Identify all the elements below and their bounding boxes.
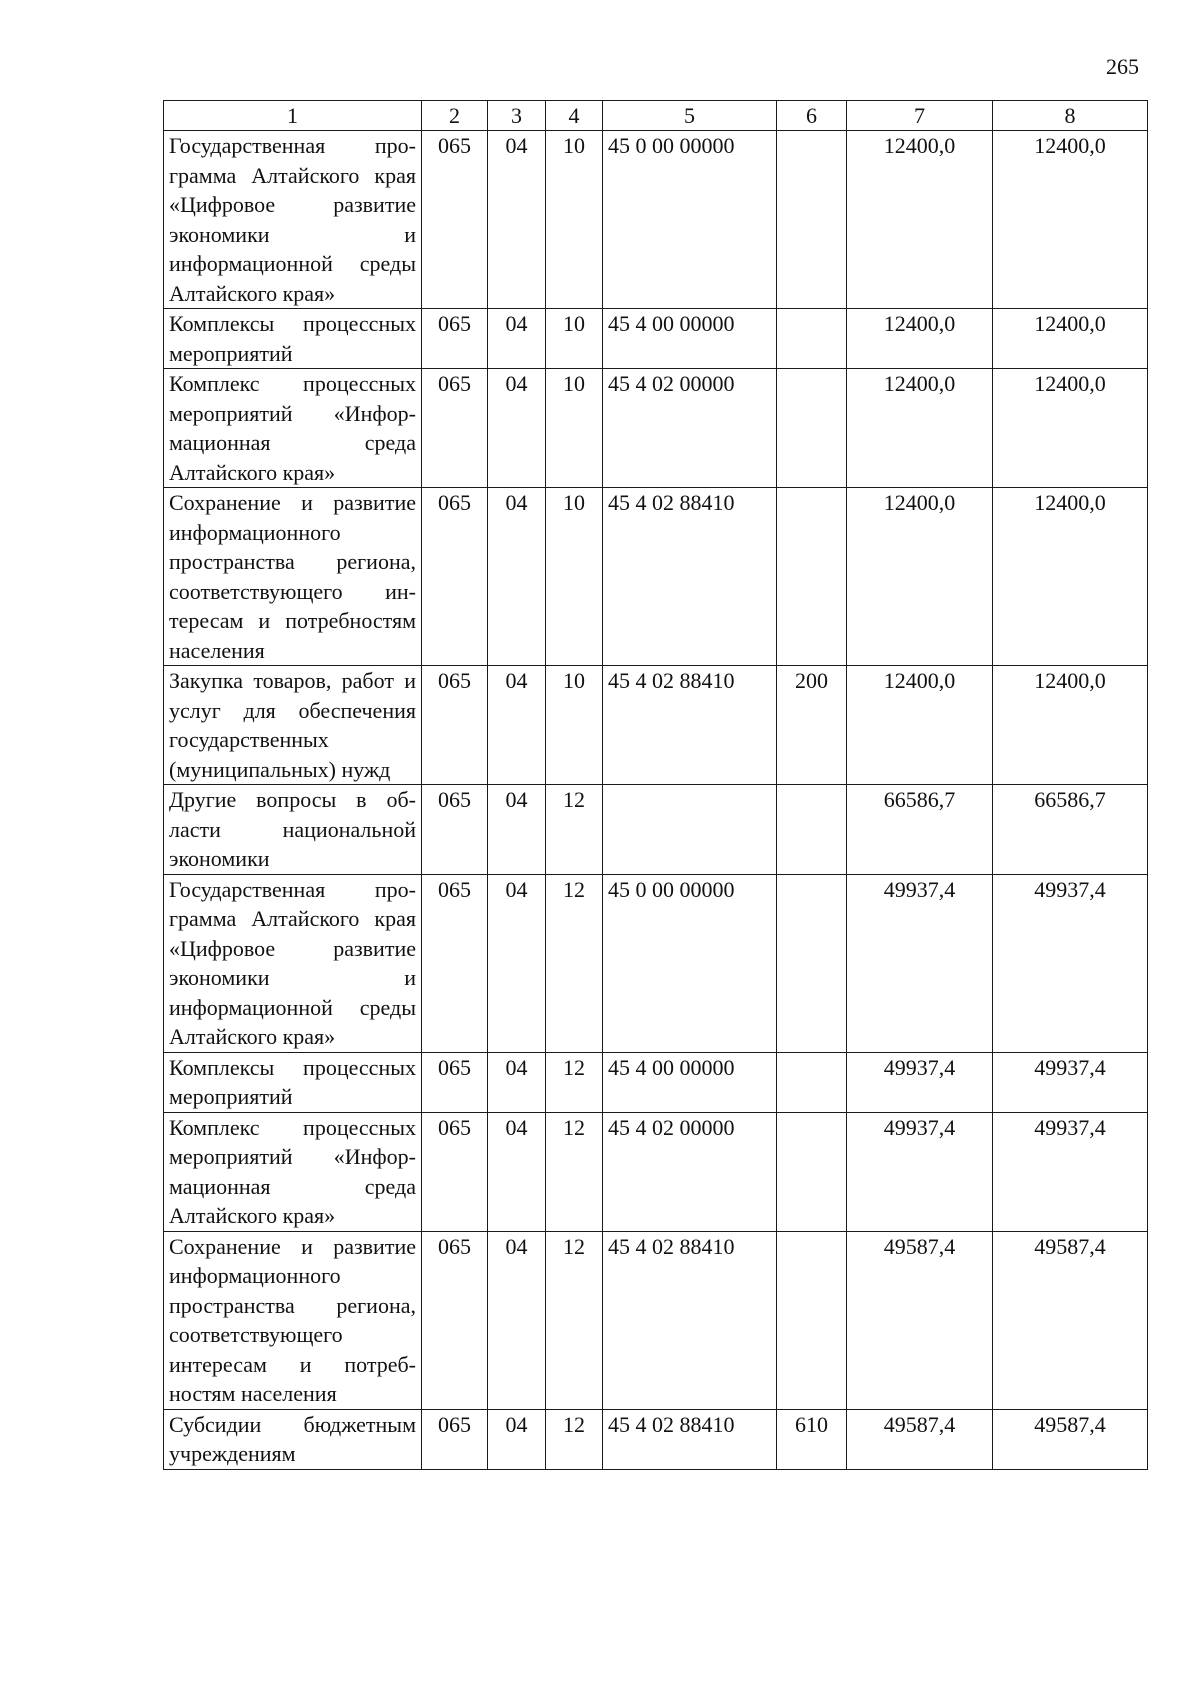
page-number: 265 xyxy=(1106,54,1139,79)
row-sum-cell: 12400,0 xyxy=(993,369,1148,488)
row-sum-cell: 66586,7 xyxy=(847,785,993,875)
row-name-cell: Государственная программа Алтайского края «Цифровое развитие экономики и информационной среды Алтайского края» xyxy=(164,131,422,309)
row-code-cell: 065 xyxy=(422,1409,488,1469)
row-target-article-cell: 45 0 00 00000 xyxy=(603,874,777,1052)
table-row xyxy=(164,666,1148,785)
row-sum-cell: 49937,4 xyxy=(847,1052,993,1112)
row-section-cell: 04 xyxy=(488,1409,546,1469)
row-sum-cell: 49587,4 xyxy=(847,1409,993,1469)
row-expense-type-cell xyxy=(777,874,847,1052)
row-target-article-cell: 45 4 00 00000 xyxy=(603,309,777,369)
table-row xyxy=(164,369,1148,488)
row-code-cell: 065 xyxy=(422,369,488,488)
row-code-cell: 065 xyxy=(422,488,488,666)
row-sum-cell: 49937,4 xyxy=(993,1052,1148,1112)
row-sum-cell: 12400,0 xyxy=(993,488,1148,666)
row-target-article-cell: 45 4 02 00000 xyxy=(603,1112,777,1231)
row-subsection-cell: 10 xyxy=(546,309,603,369)
row-subsection-cell: 10 xyxy=(546,131,603,309)
row-expense-type-cell: 200 xyxy=(777,666,847,785)
row-name-cell: Другие вопросы в области национальной экономики xyxy=(164,785,422,875)
row-subsection-cell: 12 xyxy=(546,1409,603,1469)
header-cell: 1 xyxy=(164,101,422,131)
row-code-cell: 065 xyxy=(422,1231,488,1409)
row-name-cell: Сохранение и развитие информационного пространства региона, соответствующего интересам и потребностям населения xyxy=(164,488,422,666)
table-body xyxy=(164,131,1148,1470)
row-subsection-cell: 10 xyxy=(546,369,603,488)
table-row xyxy=(164,1409,1148,1469)
table-row xyxy=(164,1231,1148,1409)
table-header-row xyxy=(164,101,1148,131)
row-section-cell: 04 xyxy=(488,309,546,369)
row-expense-type-cell xyxy=(777,369,847,488)
row-section-cell: 04 xyxy=(488,131,546,309)
row-sum-cell: 12400,0 xyxy=(847,488,993,666)
row-expense-type-cell xyxy=(777,1231,847,1409)
row-name-cell: Комплексы процессных мероприятий xyxy=(164,309,422,369)
row-target-article-cell: 45 4 02 88410 xyxy=(603,1231,777,1409)
row-expense-type-cell xyxy=(777,1112,847,1231)
row-sum-cell: 12400,0 xyxy=(993,131,1148,309)
row-section-cell: 04 xyxy=(488,1052,546,1112)
row-name-cell: Закупка товаров, работ и услуг для обеспечения государственных (муниципальных) нужд xyxy=(164,666,422,785)
row-sum-cell: 49937,4 xyxy=(847,874,993,1052)
row-target-article-cell: 45 4 00 00000 xyxy=(603,1052,777,1112)
row-subsection-cell: 10 xyxy=(546,488,603,666)
row-sum-cell: 12400,0 xyxy=(847,666,993,785)
table-row xyxy=(164,785,1148,875)
row-target-article-cell: 45 4 02 88410 xyxy=(603,1409,777,1469)
table-row xyxy=(164,1112,1148,1231)
row-code-cell: 065 xyxy=(422,785,488,875)
row-sum-cell: 49587,4 xyxy=(847,1231,993,1409)
table-row xyxy=(164,131,1148,309)
row-code-cell: 065 xyxy=(422,309,488,369)
row-name-cell: Субсидии бюджетным учреждениям xyxy=(164,1409,422,1469)
header-cell: 7 xyxy=(847,101,993,131)
row-subsection-cell: 10 xyxy=(546,666,603,785)
row-subsection-cell: 12 xyxy=(546,785,603,875)
row-section-cell: 04 xyxy=(488,785,546,875)
row-sum-cell: 12400,0 xyxy=(993,666,1148,785)
row-code-cell: 065 xyxy=(422,131,488,309)
row-section-cell: 04 xyxy=(488,666,546,785)
row-subsection-cell: 12 xyxy=(546,1112,603,1231)
header-cell: 3 xyxy=(488,101,546,131)
row-expense-type-cell xyxy=(777,1052,847,1112)
row-name-cell: Комплексы процессных мероприятий xyxy=(164,1052,422,1112)
table-row xyxy=(164,309,1148,369)
row-expense-type-cell xyxy=(777,309,847,369)
row-target-article-cell: 45 4 02 88410 xyxy=(603,488,777,666)
table-row xyxy=(164,874,1148,1052)
row-subsection-cell: 12 xyxy=(546,1231,603,1409)
header-cell: 8 xyxy=(993,101,1148,131)
row-section-cell: 04 xyxy=(488,874,546,1052)
row-target-article-cell: 45 4 02 00000 xyxy=(603,369,777,488)
row-sum-cell: 49587,4 xyxy=(993,1409,1148,1469)
row-target-article-cell: 45 4 02 88410 xyxy=(603,666,777,785)
row-expense-type-cell xyxy=(777,785,847,875)
row-name-cell: Комплекс процессных мероприятий «Информационная среда Алтайского края» xyxy=(164,1112,422,1231)
row-section-cell: 04 xyxy=(488,1112,546,1231)
header-cell: 4 xyxy=(546,101,603,131)
budget-table xyxy=(163,100,1148,1470)
row-sum-cell: 66586,7 xyxy=(993,785,1148,875)
row-section-cell: 04 xyxy=(488,488,546,666)
table-row xyxy=(164,1052,1148,1112)
row-sum-cell: 49937,4 xyxy=(847,1112,993,1231)
row-subsection-cell: 12 xyxy=(546,874,603,1052)
row-sum-cell: 12400,0 xyxy=(847,309,993,369)
row-sum-cell: 49587,4 xyxy=(993,1231,1148,1409)
row-name-cell: Сохранение и развитие информационного пространства региона, соответствующего интересам и потребностям населения xyxy=(164,1231,422,1409)
table-row xyxy=(164,488,1148,666)
row-name-cell: Комплекс процессных мероприятий «Информационная среда Алтайского края» xyxy=(164,369,422,488)
row-name-cell: Государственная программа Алтайского края «Цифровое развитие экономики и информационной среды Алтайского края» xyxy=(164,874,422,1052)
header-cell: 2 xyxy=(422,101,488,131)
header-cell: 6 xyxy=(777,101,847,131)
row-code-cell: 065 xyxy=(422,666,488,785)
row-target-article-cell xyxy=(603,785,777,875)
row-sum-cell: 12400,0 xyxy=(847,369,993,488)
row-code-cell: 065 xyxy=(422,874,488,1052)
row-section-cell: 04 xyxy=(488,369,546,488)
row-section-cell: 04 xyxy=(488,1231,546,1409)
row-expense-type-cell xyxy=(777,131,847,309)
row-target-article-cell: 45 0 00 00000 xyxy=(603,131,777,309)
row-expense-type-cell xyxy=(777,488,847,666)
row-code-cell: 065 xyxy=(422,1112,488,1231)
row-sum-cell: 12400,0 xyxy=(847,131,993,309)
row-sum-cell: 49937,4 xyxy=(993,874,1148,1052)
row-subsection-cell: 12 xyxy=(546,1052,603,1112)
row-expense-type-cell: 610 xyxy=(777,1409,847,1469)
header-cell: 5 xyxy=(603,101,777,131)
row-code-cell: 065 xyxy=(422,1052,488,1112)
row-sum-cell: 49937,4 xyxy=(993,1112,1148,1231)
row-sum-cell: 12400,0 xyxy=(993,309,1148,369)
